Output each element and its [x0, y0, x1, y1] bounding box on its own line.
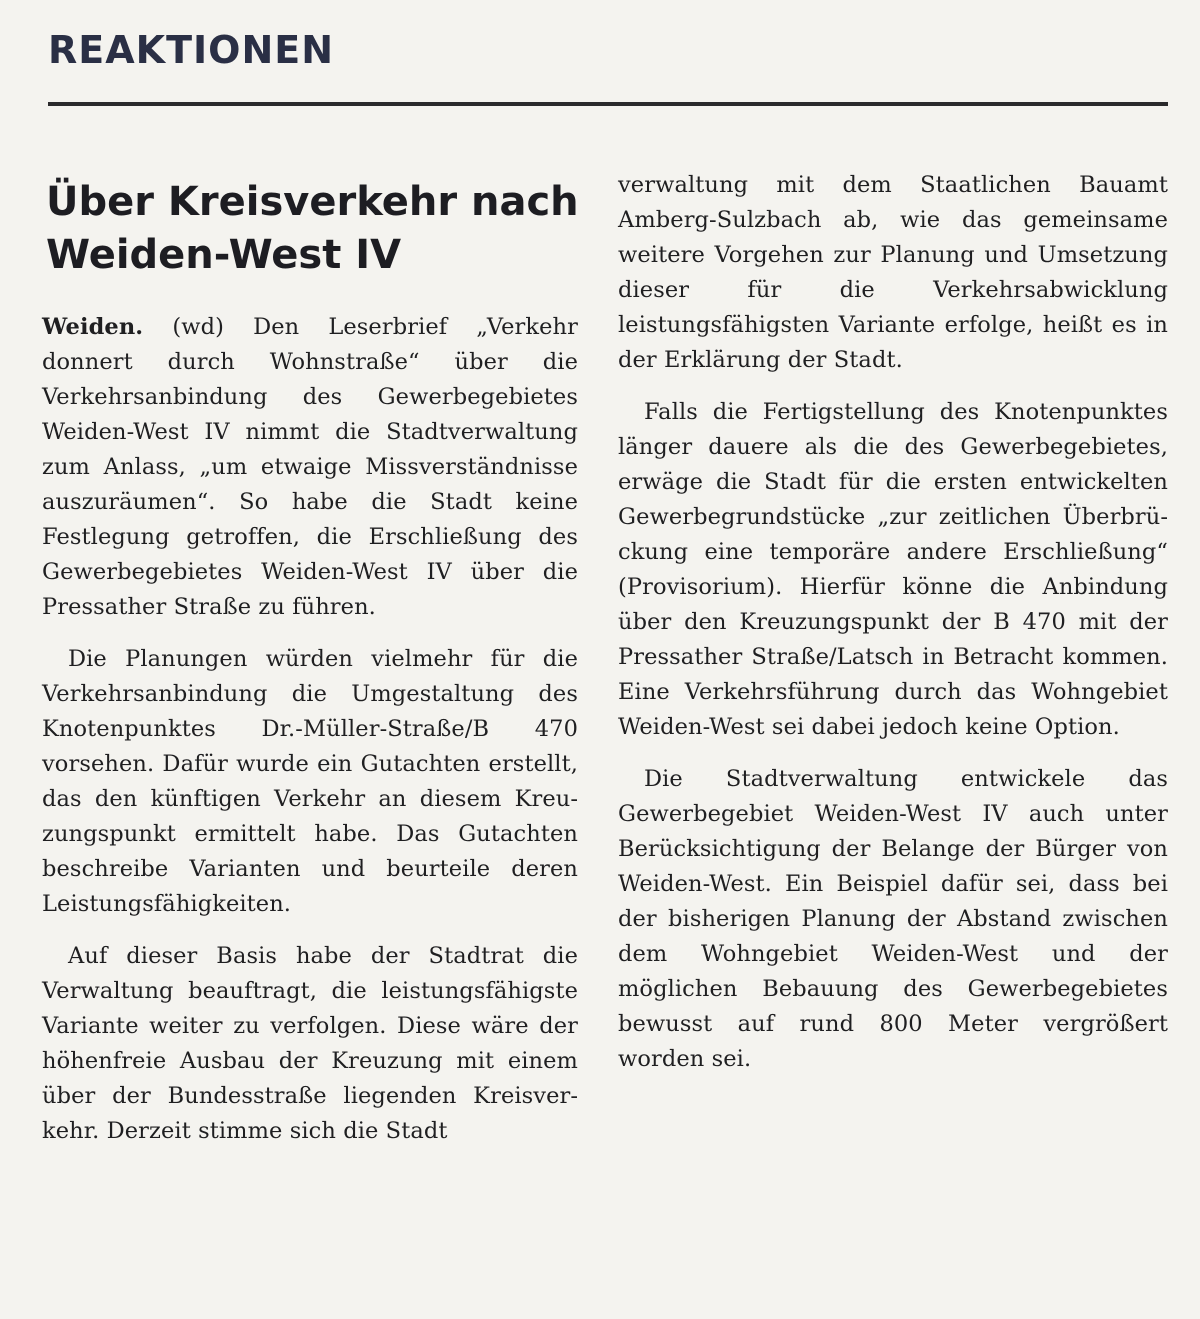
- article-paragraph-2: Die Planungen würden vielmehr für die Verkehrsanbindung die Umgestaltung des Knotenpunktes Dr.-Müller-Straße/B 470 vorsehen. Dafür wurde ein Gutachten erstellt, das den künftigen Verkehr an diesem Kreuzungspunkt ermittelt habe. Das Gutachten beschreibe Varianten und beurteile deren Leistungsfähigkeiten.: [42, 646, 578, 917]
- article-paragraph-1-text: (wd) Den Leserbrief „Verkehr donnert durch Wohnstraße“ über die Verkehrsanbindung des Gewerbegebietes Weiden-West IV nimmt die Stadtverwaltung zum Anlass, „um etwaige Missverständnisse auszuräumen“. So habe die Stadt keine Festlegung getroffen, die Erschließung des Gewerbegebietes Weiden-West IV über die Pressather Straße zu führen.: [42, 314, 578, 620]
- article-paragraph-4: Falls die Fertigstellung des Knotenpunktes länger dauere als die des Gewerbegebietes, erwäge die Stadt für die ersten entwickelten Gewerbegrundstücke „zur zeitlichen Überbrückung eine temporäre andere Erschließung“ (Provisorium). Hierfür könne die Anbindung über den Kreuzungspunkt der B 470 mit der Pressather Straße/Latsch in Betracht kommen. Eine Verkehrsführung durch das Wohngebiet Weiden-West sei dabei jedoch keine Option.: [618, 399, 1168, 740]
- section-label: REAKTIONEN: [48, 28, 335, 72]
- article-headline: Über Kreisverkehr nach Weiden-West IV: [46, 179, 579, 278]
- article-column-left: [42, 310, 578, 1166]
- article-paragraph-3: Auf dieser Basis habe der Stadtrat die Verwaltung beauftragt, die leistungsfähigste Variante weiter zu verfolgen. Diese wäre der höhenfreie Ausbau der Kreuzung mit einem über der Bundesstraße liegenden Kreisverkehr. Derzeit stimme sich die Stadt: [42, 943, 578, 1144]
- article-paragraph-5: Die Stadtverwaltung entwickele das Gewerbegebiet Weiden-West IV auch unter Berücksichtigung der Belange der Bürger von Weiden-West. Ein Beispiel dafür sei, dass bei der bisherigen Planung der Abstand zwischen dem Wohngebiet Weiden-West und der möglichen Bebauung des Gewerbegebietes bewusst auf rund 800 Meter vergrößert worden sei.: [618, 766, 1168, 1072]
- article-paragraph-3-continued: verwaltung mit dem Staatlichen Bauamt Amberg-Sulzbach ab, wie das gemeinsame weitere Vorgehen zur Planung und Umsetzung dieser für die Verkehrsabwicklung leistungsfähigsten Variante erfolge, heißt es in der Erklärung der Stadt.: [618, 172, 1168, 373]
- section-divider: [48, 102, 1168, 106]
- article-column-right: [618, 168, 1168, 1094]
- article-dateline: Weiden.: [42, 314, 144, 340]
- article-paragraph-1: [42, 310, 578, 625]
